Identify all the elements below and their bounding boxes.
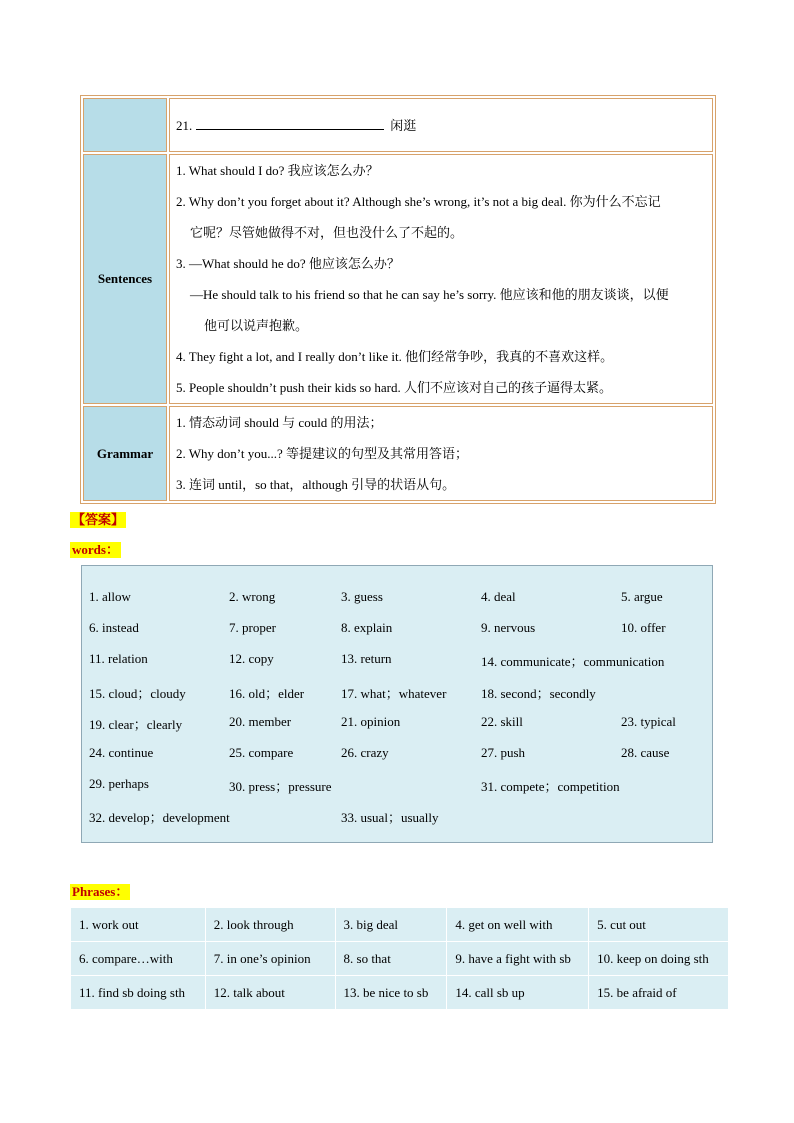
answer-blank bbox=[196, 118, 384, 130]
words-answer-box bbox=[81, 565, 713, 843]
word-answer: 10. offer bbox=[621, 620, 666, 635]
word-answer: 9. nervous bbox=[481, 620, 536, 635]
word-answer: 27. push bbox=[481, 745, 526, 760]
word-answer: 4. deal bbox=[481, 589, 516, 604]
sentence-line: 2. Why don’t you forget about it? Although she’s wrong, it’s not a big deal. 你为什么不忘记 bbox=[176, 194, 661, 209]
grammar-line: 3. 连词 until，so that，although 引导的状语从句。 bbox=[176, 477, 456, 492]
word-answer: 2. wrong bbox=[229, 589, 276, 604]
table-row bbox=[83, 98, 713, 152]
answer-label: 【答案】 bbox=[72, 512, 125, 527]
word-answer: 29. perhaps bbox=[89, 776, 149, 791]
word-answer: 32. develop；development bbox=[89, 810, 230, 825]
table-row bbox=[71, 976, 729, 1010]
table-row bbox=[71, 942, 729, 976]
word-answer: 23. typical bbox=[621, 714, 676, 729]
sentence-line: 它呢？尽管她做得不对，但也没什么了不起的。 bbox=[190, 225, 464, 240]
word-answer: 30. press；pressure bbox=[229, 779, 332, 794]
word-answer: 18. second；secondly bbox=[481, 686, 596, 701]
table-row bbox=[83, 406, 713, 501]
word-answer: 5. argue bbox=[621, 589, 663, 604]
word-answer: 28. cause bbox=[621, 745, 670, 760]
word-answer: 11. relation bbox=[89, 651, 148, 666]
phrase-cell: 3. big deal bbox=[335, 908, 447, 942]
phrase-cell: 10. keep on doing sth bbox=[589, 942, 729, 976]
grammar-line: 2. Why don’t you...? 等提建议的句型及其常用答语； bbox=[176, 446, 469, 461]
phrase-cell: 6. compare…with bbox=[71, 942, 206, 976]
phrase-cell: 15. be afraid of bbox=[589, 976, 729, 1010]
grammar-label: Grammar bbox=[83, 406, 167, 501]
word-answer: 1. allow bbox=[89, 589, 131, 604]
table-row bbox=[71, 908, 729, 942]
word-answer: 17. what；whatever bbox=[341, 686, 447, 701]
sentences-label: Sentences bbox=[83, 154, 167, 404]
phrases-label: Phrases： bbox=[72, 884, 129, 899]
word-answer: 7. proper bbox=[229, 620, 276, 635]
sentences-content bbox=[169, 154, 713, 404]
grammar-content bbox=[169, 406, 713, 501]
word-answer: 21. opinion bbox=[341, 714, 401, 729]
sentence-line: 他可以说声抱歉。 bbox=[204, 318, 309, 333]
phrase-cell: 8. so that bbox=[335, 942, 447, 976]
row-label-empty bbox=[83, 98, 167, 152]
phrase-cell: 5. cut out bbox=[589, 908, 729, 942]
word-answer: 33. usual；usually bbox=[341, 810, 439, 825]
phrase-cell: 14. call sb up bbox=[447, 976, 589, 1010]
word-answer: 25. compare bbox=[229, 745, 294, 760]
sentence-line: —He should talk to his friend so that he can say he’s sorry. 他应该和他的朋友谈谈，以便 bbox=[190, 287, 669, 302]
phrase-cell: 7. in one’s opinion bbox=[205, 942, 335, 976]
phrase-cell: 1. work out bbox=[71, 908, 206, 942]
word-answer: 24. continue bbox=[89, 745, 154, 760]
word-answer: 20. member bbox=[229, 714, 292, 729]
word-answer: 26. crazy bbox=[341, 745, 389, 760]
word-answer: 15. cloud；cloudy bbox=[89, 686, 186, 701]
sentence-line: 4. They fight a lot, and I really don’t like it. 他们经常争吵，我真的不喜欢这样。 bbox=[176, 349, 614, 364]
word-answer: 19. clear；clearly bbox=[89, 717, 183, 732]
phrase-cell: 13. be nice to sb bbox=[335, 976, 447, 1010]
blank-item-row bbox=[169, 98, 713, 152]
word-answer: 3. guess bbox=[341, 589, 383, 604]
item-meaning: 闲逛 bbox=[390, 117, 417, 133]
sentence-line: 3. —What should he do? 他应该怎么办？ bbox=[176, 256, 400, 271]
phrases-answer-table bbox=[70, 907, 729, 1010]
word-answer: 8. explain bbox=[341, 620, 393, 635]
phrase-cell: 4. get on well with bbox=[447, 908, 589, 942]
sentence-line: 5. People shouldn’t push their kids so hard. 人们不应该对自己的孩子逼得太紧。 bbox=[176, 380, 612, 395]
phrase-cell: 12. talk about bbox=[205, 976, 335, 1010]
word-answer: 14. communicate；communication bbox=[481, 654, 665, 669]
vocabulary-table bbox=[80, 95, 716, 504]
phrase-cell: 11. find sb doing sth bbox=[71, 976, 206, 1010]
table-row bbox=[83, 154, 713, 404]
word-answer: 22. skill bbox=[481, 714, 523, 729]
word-answer: 31. compete；competition bbox=[481, 779, 620, 794]
phrase-cell: 9. have a fight with sb bbox=[447, 942, 589, 976]
item-number: 21. bbox=[176, 117, 193, 133]
word-answer: 6. instead bbox=[89, 620, 139, 635]
sentence-line: 1. What should I do? 我应该怎么办？ bbox=[176, 163, 379, 178]
word-answer: 13. return bbox=[341, 651, 392, 666]
word-answer: 12. copy bbox=[229, 651, 274, 666]
phrase-cell: 2. look through bbox=[205, 908, 335, 942]
word-answer: 16. old；elder bbox=[229, 686, 305, 701]
grammar-line: 1. 情态动词 should 与 could 的用法； bbox=[176, 415, 383, 430]
words-label: words： bbox=[72, 542, 119, 557]
